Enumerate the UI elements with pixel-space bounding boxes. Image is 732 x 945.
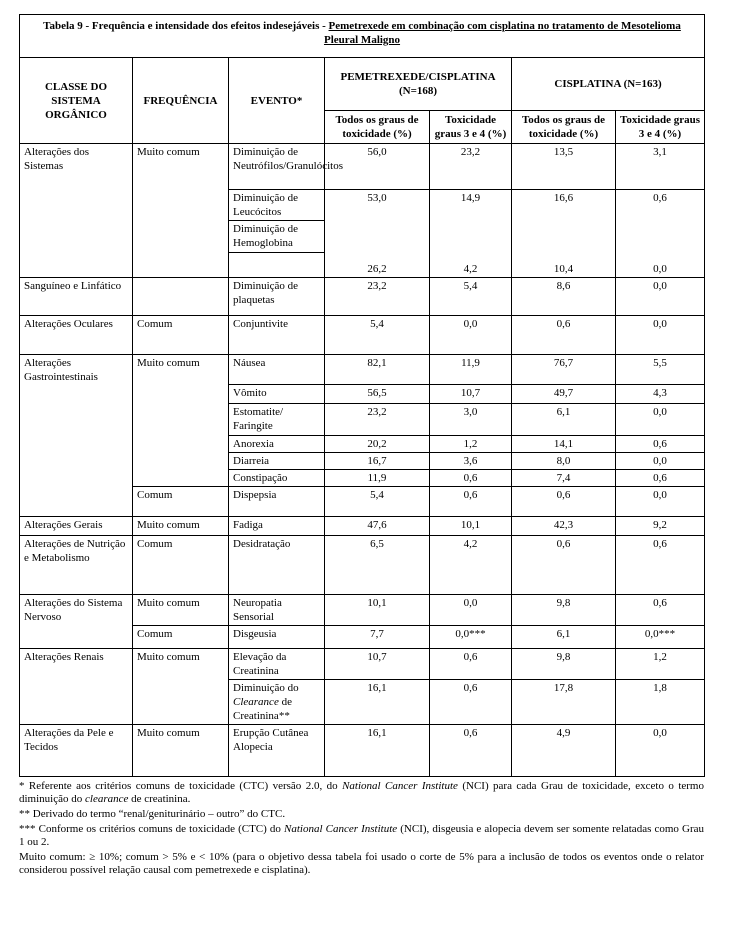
evento-cell: Elevação da Creatinina xyxy=(229,649,325,680)
table-row xyxy=(20,278,705,316)
header-frequencia: FREQUÊNCIA xyxy=(133,58,229,144)
value-cell: 3,0 xyxy=(430,404,512,436)
value-cell: 7,4 xyxy=(512,470,616,487)
classe-cell: Alterações da Pele e Tecidos xyxy=(20,725,133,777)
value-cell: 82,1 xyxy=(325,355,430,385)
value-cell: 9,8 xyxy=(512,595,616,626)
value-cell: 0,6 xyxy=(430,725,512,777)
table-row xyxy=(20,725,705,777)
value-cell: 3,6 xyxy=(430,453,512,470)
value-cell: 23,2 xyxy=(325,278,430,316)
table-footnotes xyxy=(19,780,704,877)
value-cell: 56,5 xyxy=(325,385,430,404)
evento-hemoglobina: Diminuição de Hemoglobina xyxy=(229,221,324,253)
value-cell: 0,6 xyxy=(512,316,616,355)
document-page xyxy=(19,14,704,879)
value-cell: 3,1 xyxy=(616,144,705,190)
value-cell: 1,8 xyxy=(616,680,705,725)
value-cell: 16,1 xyxy=(325,680,430,725)
evento-cell: Anorexia xyxy=(229,436,325,453)
value-cell: 16,7 xyxy=(325,453,430,470)
value-cell: 7,7 xyxy=(325,626,430,649)
header-pemetrexede: PEMETREXEDE/CISPLATINA (N=168) xyxy=(325,58,512,111)
adverse-events-table xyxy=(19,14,705,777)
evento-cell: Estomatite/ Faringite xyxy=(229,404,325,436)
evento-text: Diminuição do xyxy=(233,682,299,694)
evento-cell: Náusea xyxy=(229,355,325,385)
freq-cell: Comum xyxy=(133,626,229,649)
value-cell: 1,2 xyxy=(430,436,512,453)
value-cell: 9,2 xyxy=(616,517,705,536)
classe-cell: Alterações Oculares xyxy=(20,316,133,355)
value-cell: 4,2 xyxy=(430,536,512,595)
value-cell: 10,7 xyxy=(430,385,512,404)
header-pem-tox34: Toxicidade graus 3 e 4 (%) xyxy=(430,111,512,144)
value-cell: 0,0*** xyxy=(616,626,705,649)
footnote-3 xyxy=(19,823,704,849)
value-cell: 0,0 xyxy=(616,487,705,517)
value-cell: 4,3 xyxy=(616,385,705,404)
evento-text: de Creatinina** xyxy=(233,696,292,722)
evento-cell: Disgeusia xyxy=(229,626,325,649)
footnote-2: ** Derivado do termo “renal/geniturinário – outro” do CTC. xyxy=(19,808,286,820)
value-cell: 10,4 xyxy=(512,221,616,278)
freq-cell: Comum xyxy=(133,316,229,355)
value-cell: 0,6 xyxy=(430,487,512,517)
value-cell: 0,0 xyxy=(616,404,705,436)
table-row xyxy=(20,536,705,595)
table-row xyxy=(20,595,705,626)
value-cell: 0,6 xyxy=(430,680,512,725)
footnote-text: * Referente aos critérios comuns de toxicidade (CTC) versão 2.0, do xyxy=(19,780,343,792)
table-row xyxy=(20,316,705,355)
value-cell: 23,2 xyxy=(325,404,430,436)
header-row-1 xyxy=(20,58,705,111)
value-cell: 13,5 xyxy=(512,144,616,190)
classe-cell: Alterações Renais xyxy=(20,649,133,725)
value-cell: 26,2 xyxy=(325,221,430,278)
value-cell: 0,6 xyxy=(616,190,705,221)
value-cell: 14,9 xyxy=(430,190,512,221)
header-cisplatina: CISPLATINA (N=163) xyxy=(512,58,705,111)
table-title-row xyxy=(20,15,705,58)
value-cell: 0,6 xyxy=(430,649,512,680)
evento-cell: Neuropatia Sensorial xyxy=(229,595,325,626)
value-cell: 11,9 xyxy=(325,470,430,487)
evento-cell: Desidratação xyxy=(229,536,325,595)
classe-cell: Alterações Gastrointestinais xyxy=(20,355,133,517)
classe-cell: Alterações de Nutrição e Metabolismo xyxy=(20,536,133,595)
evento-cell xyxy=(229,680,325,725)
evento-text: Alopecia xyxy=(233,741,273,753)
footnote-text: (NCI) para cada Grau de toxicidade, exceto o termo diminuição do xyxy=(19,780,704,805)
classe-cell: Alterações do Sistema Nervoso xyxy=(20,595,133,649)
value-cell: 1,2 xyxy=(616,649,705,680)
value-cell: 4,2 xyxy=(430,221,512,278)
value-cell: 20,2 xyxy=(325,436,430,453)
value-cell: 0,0 xyxy=(430,316,512,355)
value-cell: 56,0 xyxy=(325,144,430,190)
value-cell: 0,6 xyxy=(512,536,616,595)
evento-cell: Dispepsia xyxy=(229,487,325,517)
freq-cell: Muito comum xyxy=(133,595,229,626)
footnote-text-italic: National Cancer Institute xyxy=(342,780,458,792)
value-cell: 10,1 xyxy=(325,595,430,626)
value-cell: 0,6 xyxy=(616,536,705,595)
value-cell: 8,0 xyxy=(512,453,616,470)
value-cell: 10,1 xyxy=(430,517,512,536)
value-cell: 0,0 xyxy=(616,453,705,470)
value-cell: 0,0 xyxy=(616,316,705,355)
evento-cell: Vômito xyxy=(229,385,325,404)
classe-cell: Sanguíneo e Linfático xyxy=(20,278,133,316)
table-title-prefix: Tabela 9 - Frequência e intensidade dos efeitos indesejáveis - xyxy=(43,20,329,32)
evento-cell: Conjuntivite xyxy=(229,316,325,355)
value-cell: 47,6 xyxy=(325,517,430,536)
value-cell: 0,6 xyxy=(430,470,512,487)
freq-cell: Comum xyxy=(133,536,229,595)
value-cell: 0,0*** xyxy=(430,626,512,649)
freq-cell: Muito comum xyxy=(133,144,229,278)
value-cell: 11,9 xyxy=(430,355,512,385)
value-cell: 0,6 xyxy=(616,595,705,626)
header-cis-tox34: Toxicidade graus 3 e 4 (%) xyxy=(616,111,705,144)
footnote-text-italic: National Cancer Institute xyxy=(284,823,398,835)
value-cell: 14,1 xyxy=(512,436,616,453)
value-cell: 0,0 xyxy=(616,725,705,777)
value-cell: 0,0 xyxy=(616,278,705,316)
table-row xyxy=(20,517,705,536)
footnote-1 xyxy=(19,780,704,806)
value-cell: 16,1 xyxy=(325,725,430,777)
value-cell: 9,8 xyxy=(512,649,616,680)
evento-cell: Diminuição de Leucócitos xyxy=(229,190,325,221)
header-evento: EVENTO* xyxy=(229,58,325,144)
value-cell: 23,2 xyxy=(430,144,512,190)
evento-cell xyxy=(229,221,325,278)
value-cell: 5,4 xyxy=(430,278,512,316)
table-title-underlined: Pemetrexede em combinação com cisplatina no tratamento de Mesotelioma Pleural Maligno xyxy=(323,20,681,46)
value-cell: 53,0 xyxy=(325,190,430,221)
value-cell: 76,7 xyxy=(512,355,616,385)
value-cell: 6,1 xyxy=(512,626,616,649)
value-cell: 6,5 xyxy=(325,536,430,595)
table-title xyxy=(20,15,705,58)
evento-cell: Fadiga xyxy=(229,517,325,536)
footnote-4: Muito comum: ≥ 10%; comum > 5% e < 10% (para o objetivo dessa tabela foi usado o corte de 5% para a inclusão de todos os eventos onde o relator considerou possível relação causal com pemetrexede e cisplatina). xyxy=(19,851,704,876)
evento-cell: Diarreia xyxy=(229,453,325,470)
classe-cell: Alterações dos Sistemas xyxy=(20,144,133,278)
value-cell: 17,8 xyxy=(512,680,616,725)
value-cell: 0,6 xyxy=(512,487,616,517)
footnote-text: *** Conforme os critérios comuns de toxicidade (CTC) do xyxy=(19,823,284,835)
value-cell: 6,1 xyxy=(512,404,616,436)
footnote-text-italic: clearance xyxy=(85,793,129,805)
value-cell: 10,7 xyxy=(325,649,430,680)
header-pem-todos: Todos os graus de toxicidade (%) xyxy=(325,111,430,144)
table-row xyxy=(20,649,705,680)
evento-cell: Diminuição de Neutrófilos/Granulócitos xyxy=(229,144,325,190)
freq-cell: Muito comum xyxy=(133,725,229,777)
freq-cell: Muito comum xyxy=(133,517,229,536)
value-cell: 4,9 xyxy=(512,725,616,777)
footnote-text: (NCI), disgeusia e alopecia devem ser somente relatadas como Grau 1 ou 2. xyxy=(19,823,704,848)
freq-cell: Muito comum xyxy=(133,355,229,487)
value-cell: 5,4 xyxy=(325,487,430,517)
evento-text: Erupção Cutânea xyxy=(233,727,309,739)
header-cis-todos: Todos os graus de toxicidade (%) xyxy=(512,111,616,144)
header-classe: CLASSE DO SISTEMA ORGÂNICO xyxy=(20,58,133,144)
value-cell: 0,6 xyxy=(616,470,705,487)
value-cell: 5,5 xyxy=(616,355,705,385)
value-cell: 0,6 xyxy=(616,436,705,453)
freq-cell xyxy=(133,278,229,316)
value-cell: 0,0 xyxy=(616,221,705,278)
footnote-text: de creatinina. xyxy=(128,793,191,805)
value-cell: 49,7 xyxy=(512,385,616,404)
table-row xyxy=(20,355,705,385)
value-cell: 8,6 xyxy=(512,278,616,316)
evento-cell: Constipação xyxy=(229,470,325,487)
table-row xyxy=(20,144,705,190)
value-cell: 5,4 xyxy=(325,316,430,355)
evento-cell xyxy=(229,725,325,777)
freq-cell: Muito comum xyxy=(133,649,229,725)
freq-cell: Comum xyxy=(133,487,229,517)
value-cell: 42,3 xyxy=(512,517,616,536)
classe-cell: Alterações Gerais xyxy=(20,517,133,536)
evento-text-italic: Clearance xyxy=(233,696,279,708)
value-cell: 16,6 xyxy=(512,190,616,221)
value-cell: 0,0 xyxy=(430,595,512,626)
evento-cell: Diminuição de plaquetas xyxy=(229,278,325,316)
